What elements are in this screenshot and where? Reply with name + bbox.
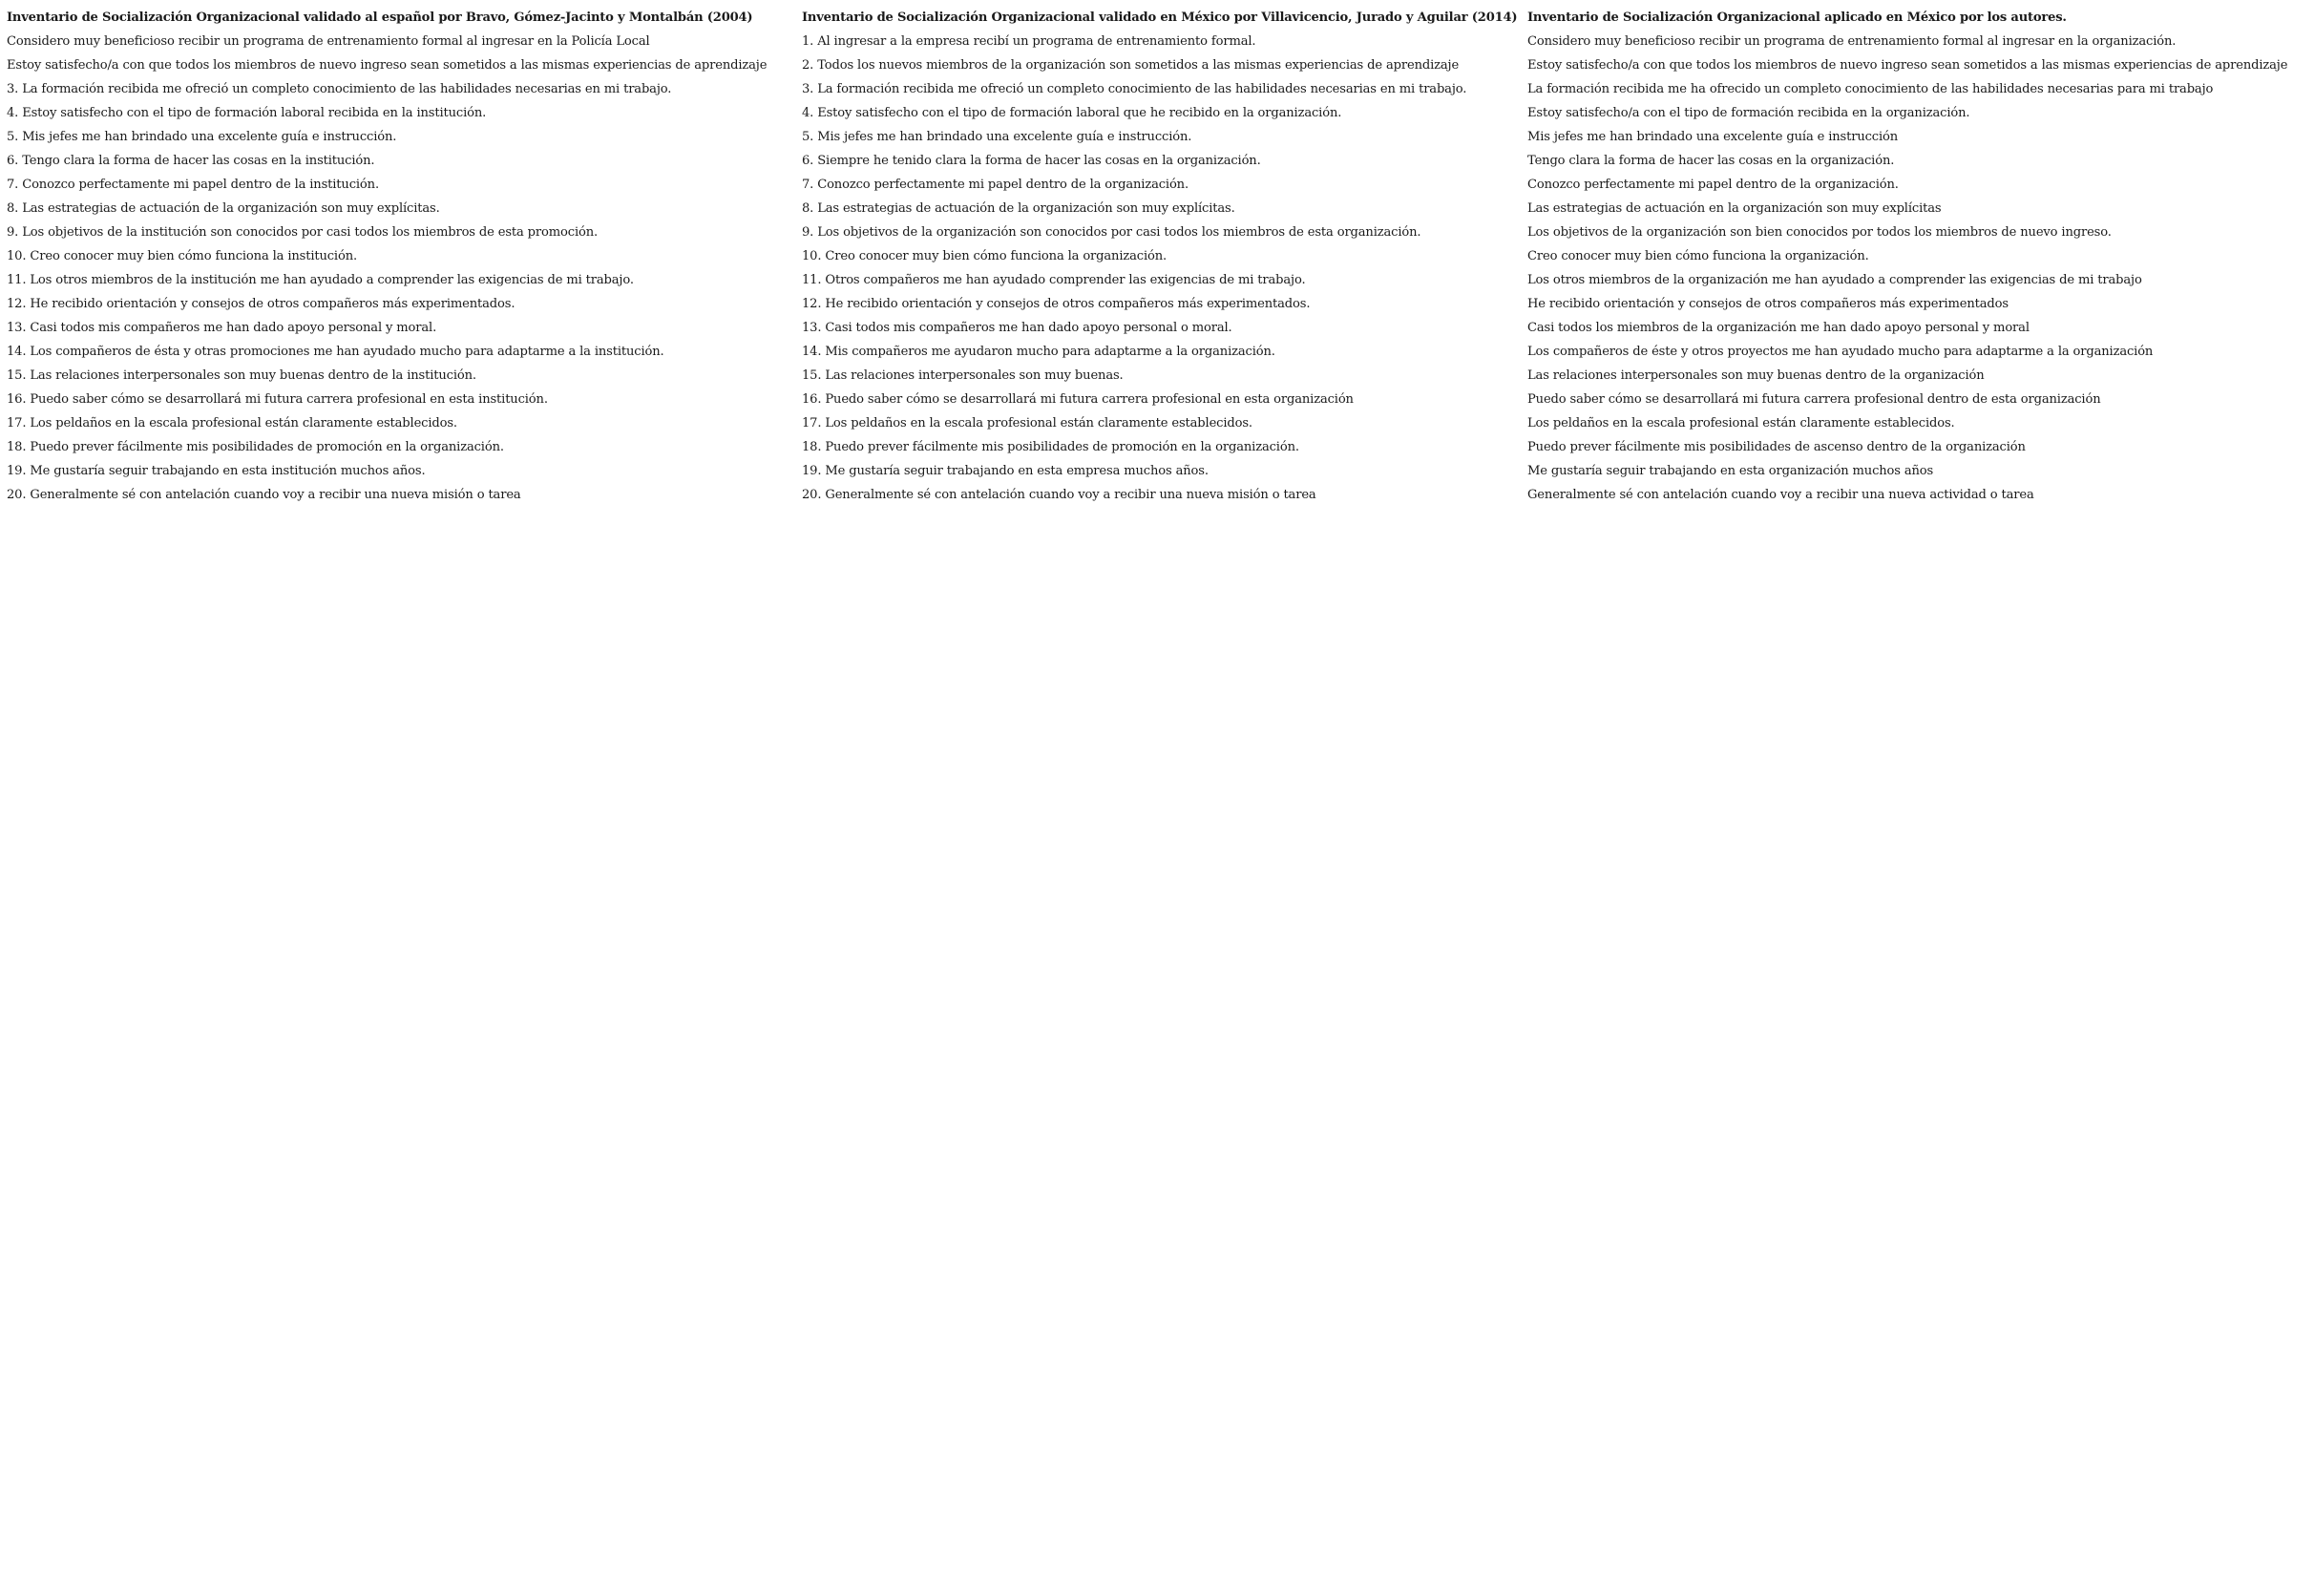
table-cell: Considero muy beneficioso recibir un programa de entrenamiento formal al ingresar en la Policía Local xyxy=(7,34,650,49)
table-cell: 5. Mis jefes me han brindado una excelente guía e instrucción. xyxy=(802,130,1192,144)
table-cell: 13. Casi todos mis compañeros me han dado apoyo personal o moral. xyxy=(802,321,1232,335)
table-cell: 8. Las estrategias de actuación de la organización son muy explícitas. xyxy=(802,201,1235,216)
table-cell: 18. Puedo prever fácilmente mis posibilidades de promoción en la organización. xyxy=(7,440,504,454)
table-cell: 4. Estoy satisfecho con el tipo de formación laboral recibida en la institución. xyxy=(7,106,487,120)
table-cell: Conozco perfectamente mi papel dentro de la organización. xyxy=(1527,178,1899,192)
table-cell: 19. Me gustaría seguir trabajando en esta empresa muchos años. xyxy=(802,464,1209,478)
table-cell: 17. Los peldaños en la escala profesional están claramente establecidos. xyxy=(802,416,1252,430)
table-cell: 18. Puedo prever fácilmente mis posibilidades de promoción en la organización. xyxy=(802,440,1299,454)
table-cell: 16. Puedo saber cómo se desarrollará mi futura carrera profesional en esta organización xyxy=(802,392,1354,407)
table-cell: 10. Creo conocer muy bien cómo funciona la organización. xyxy=(802,249,1168,263)
table-cell: 12. He recibido orientación y consejos de otros compañeros más experimentados. xyxy=(7,297,515,311)
table-cell: 19. Me gustaría seguir trabajando en esta institución muchos años. xyxy=(7,464,426,478)
table-cell: 11. Los otros miembros de la institución me han ayudado a comprender las exigencias de mi trabajo. xyxy=(7,273,634,287)
table-cell: 9. Los objetivos de la institución son conocidos por casi todos los miembros de esta promoción. xyxy=(7,225,599,240)
table-cell: 20. Generalmente sé con antelación cuando voy a recibir una nueva misión o tarea xyxy=(7,488,521,502)
table-cell: Puedo prever fácilmente mis posibilidades de ascenso dentro de la organización xyxy=(1527,440,2026,454)
table-cell: 14. Mis compañeros me ayudaron mucho para adaptarme a la organización. xyxy=(802,345,1275,359)
table-cell: 7. Conozco perfectamente mi papel dentro de la organización. xyxy=(802,178,1189,192)
table-cell: He recibido orientación y consejos de otros compañeros más experimentados xyxy=(1527,297,2009,311)
table-cell: Mis jefes me han brindado una excelente guía e instrucción xyxy=(1527,130,1899,144)
table-cell: Los compañeros de éste y otros proyectos me han ayudado mucho para adaptarme a la organización xyxy=(1527,345,2154,359)
column-header-authors: Inventario de Socialización Organizacional aplicado en México por los autores. xyxy=(1527,10,2067,25)
table-cell: Estoy satisfecho/a con que todos los miembros de nuevo ingreso sean sometidos a las mismas experiencias de aprendizaje xyxy=(7,58,768,73)
table-cell: Puedo saber cómo se desarrollará mi futura carrera profesional dentro de esta organización xyxy=(1527,392,2101,407)
table-cell: 8. Las estrategias de actuación de la organización son muy explícitas. xyxy=(7,201,440,216)
table-cell: Casi todos los miembros de la organización me han dado apoyo personal y moral xyxy=(1527,321,2030,335)
table-cell: 16. Puedo saber cómo se desarrollará mi futura carrera profesional en esta institución. xyxy=(7,392,548,407)
table-cell: Estoy satisfecho/a con el tipo de formación recibida en la organización. xyxy=(1527,106,1970,120)
table-cell: Considero muy beneficioso recibir un programa de entrenamiento formal al ingresar en la organización. xyxy=(1527,34,2177,49)
table-cell: Me gustaría seguir trabajando en esta organización muchos años xyxy=(1527,464,1934,478)
table-cell: Las relaciones interpersonales son muy buenas dentro de la organización xyxy=(1527,368,1985,383)
table-cell: 4. Estoy satisfecho con el tipo de formación laboral que he recibido en la organización. xyxy=(802,106,1342,120)
table-cell: 3. La formación recibida me ofreció un completo conocimiento de las habilidades necesarias en mi trabajo. xyxy=(7,82,672,96)
table-cell: 2. Todos los nuevos miembros de la organización son sometidos a las mismas experiencias de aprendizaje xyxy=(802,58,1460,73)
table-cell: 7. Conozco perfectamente mi papel dentro de la institución. xyxy=(7,178,379,192)
table-cell: 10. Creo conocer muy bien cómo funciona la institución. xyxy=(7,249,358,263)
table-cell: 6. Tengo clara la forma de hacer las cosas en la institución. xyxy=(7,154,375,168)
table-cell: 17. Los peldaños en la escala profesional están claramente establecidos. xyxy=(7,416,457,430)
table-cell: Tengo clara la forma de hacer las cosas en la organización. xyxy=(1527,154,1895,168)
table-cell: 3. La formación recibida me ofreció un completo conocimiento de las habilidades necesarias en mi trabajo. xyxy=(802,82,1467,96)
table-cell: 13. Casi todos mis compañeros me han dado apoyo personal y moral. xyxy=(7,321,437,335)
table-cell: Creo conocer muy bien cómo funciona la organización. xyxy=(1527,249,1869,263)
table-cell: 15. Las relaciones interpersonales son muy buenas dentro de la institución. xyxy=(7,368,476,383)
table-cell: Las estrategias de actuación en la organización son muy explícitas xyxy=(1527,201,1942,216)
table-cell: 14. Los compañeros de ésta y otras promociones me han ayudado mucho para adaptarme a la institución. xyxy=(7,345,664,359)
table-cell: 20. Generalmente sé con antelación cuando voy a recibir una nueva misión o tarea xyxy=(802,488,1316,502)
table-cell: Los peldaños en la escala profesional están claramente establecidos. xyxy=(1527,416,1955,430)
table-cell: 15. Las relaciones interpersonales son muy buenas. xyxy=(802,368,1124,383)
table-cell: La formación recibida me ha ofrecido un completo conocimiento de las habilidades necesarias para mi trabajo xyxy=(1527,82,2214,96)
column-header-bravo-2004: Inventario de Socialización Organizacional validado al español por Bravo, Gómez-Jacinto y Montalbán (2004) xyxy=(7,10,753,25)
table-cell: 5. Mis jefes me han brindado una excelente guía e instrucción. xyxy=(7,130,397,144)
table-cell: 9. Los objetivos de la organización son conocidos por casi todos los miembros de esta organización. xyxy=(802,225,1421,240)
table-cell: 12. He recibido orientación y consejos de otros compañeros más experimentados. xyxy=(802,297,1311,311)
table-cell: 6. Siempre he tenido clara la forma de hacer las cosas en la organización. xyxy=(802,154,1261,168)
column-header-villavicencio-2014: Inventario de Socialización Organizacional validado en México por Villavicencio, Jurado y Aguilar (2014) xyxy=(802,10,1518,25)
table-cell: 1. Al ingresar a la empresa recibí un programa de entrenamiento formal. xyxy=(802,34,1256,49)
comparison-table xyxy=(7,6,2312,507)
table-cell: Los objetivos de la organización son bien conocidos por todos los miembros de nuevo ingreso. xyxy=(1527,225,2112,240)
table-cell: 11. Otros compañeros me han ayudado comprender las exigencias de mi trabajo. xyxy=(802,273,1306,287)
table-cell: Los otros miembros de la organización me han ayudado a comprender las exigencias de mi trabajo xyxy=(1527,273,2142,287)
table-cell: Generalmente sé con antelación cuando voy a recibir una nueva actividad o tarea xyxy=(1527,488,2034,502)
table-cell: Estoy satisfecho/a con que todos los miembros de nuevo ingreso sean sometidos a las mismas experiencias de aprendizaje xyxy=(1527,58,2288,73)
